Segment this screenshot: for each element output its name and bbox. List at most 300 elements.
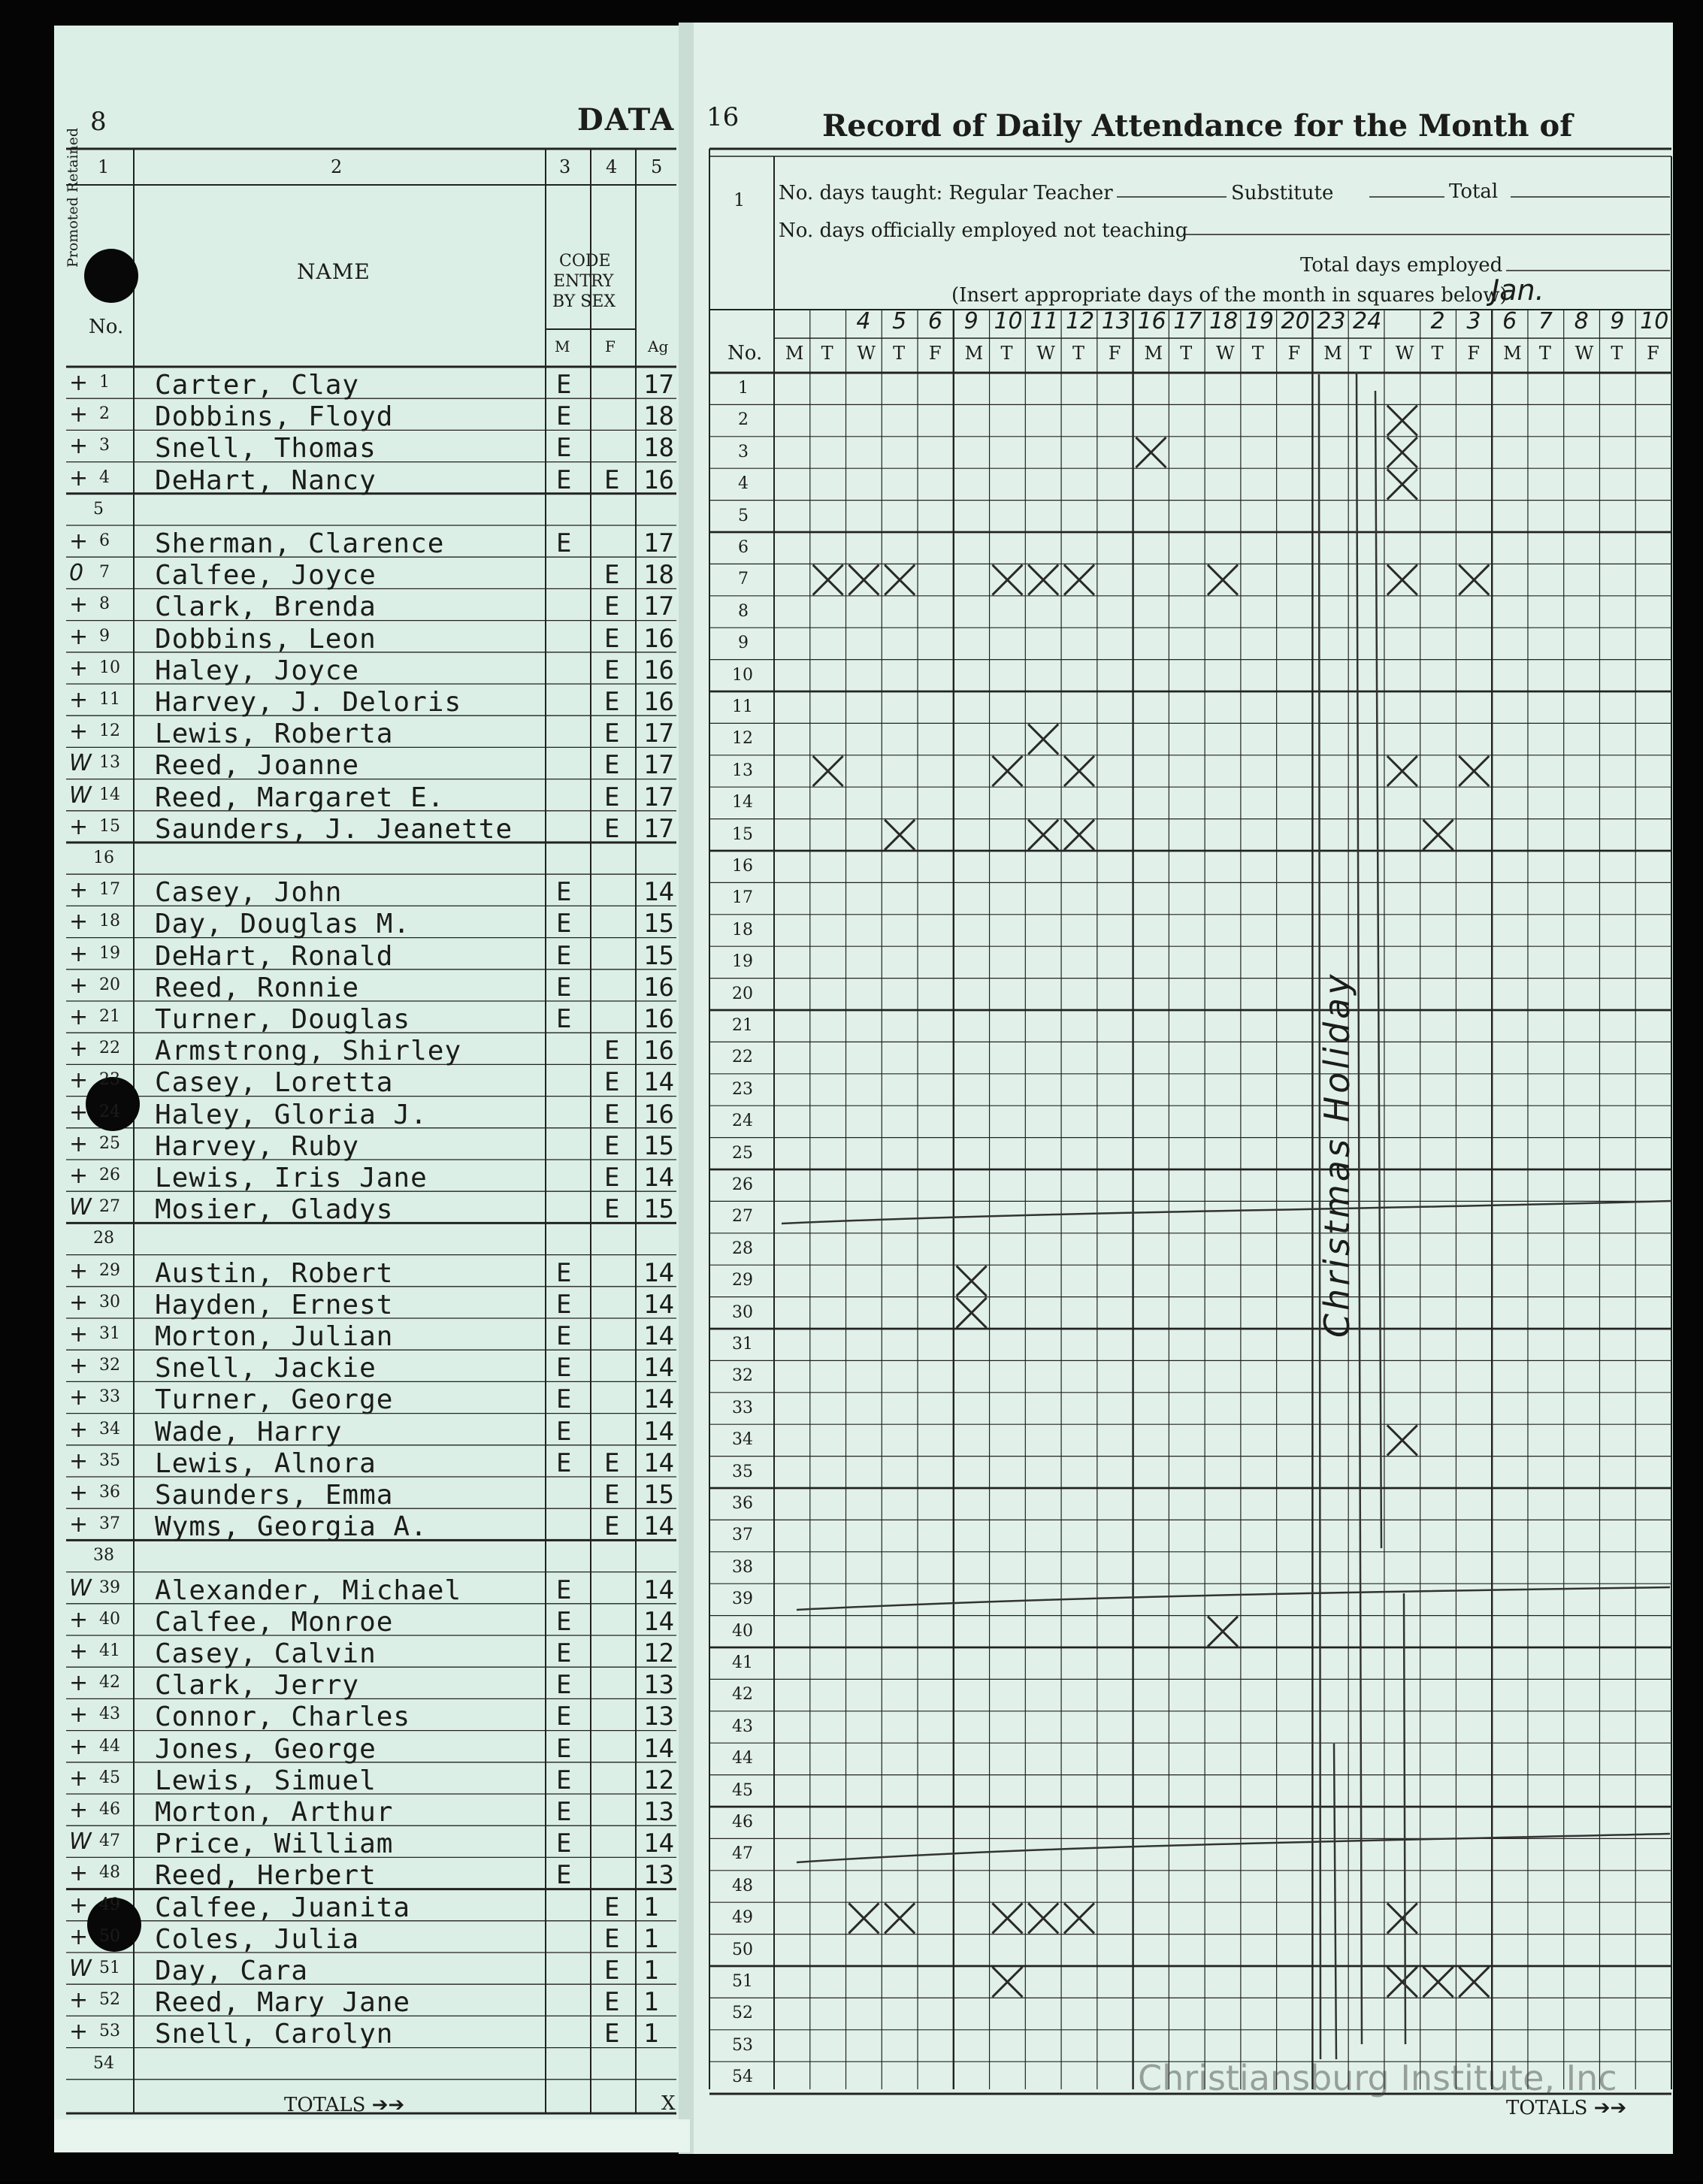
student-number: 13 [99,753,120,773]
student-name: Connor, Charles [155,1702,411,1733]
student-age: 1 [643,1892,659,1922]
student-name: Price, William [155,1829,394,1860]
student-status: + [69,1257,89,1284]
student-sex-male: E [556,1765,572,1795]
student-name: Austin, Robert [155,1257,394,1289]
student-status: + [69,1163,89,1189]
right-no-header: No. [727,342,763,365]
student-sex-female: E [604,1511,620,1542]
student-sex-male: E [556,528,572,558]
weekday-label: T [821,343,833,364]
weekday-label: W [1036,343,1055,364]
punch-hole [84,249,138,303]
date-label: 8 [1574,308,1589,334]
student-sex-male: E [556,1860,572,1891]
name-header: NAME [297,259,371,284]
row-number: 51 [732,1972,753,1991]
column-number: 5 [651,156,663,177]
student-age: 14 [643,1067,674,1098]
student-sex-male: E [556,1606,572,1637]
student-sex-female: E [604,1923,620,1954]
student-age: 1 [643,1923,659,1954]
female-header: F [605,337,616,355]
student-number: 41 [99,1641,120,1660]
row-number: 39 [732,1590,753,1609]
date-label: 5 [892,308,907,334]
student-number: 7 [99,563,110,582]
student-name: Haley, Joyce [155,655,360,686]
student-number: 25 [99,1133,120,1153]
row-number: 23 [732,1079,753,1099]
weekday-label: F [1108,343,1121,364]
student-status: + [69,972,89,999]
row-number: 31 [732,1335,753,1354]
student-name: Snell, Jackie [155,1353,377,1384]
student-status: + [69,2019,89,2046]
student-name: Turner, George [155,1384,394,1416]
student-age: 14 [643,1163,674,1193]
student-number: 31 [99,1324,120,1343]
student-age: 12 [643,1638,674,1668]
student-status: + [69,1606,89,1633]
student-age: 13 [643,1702,674,1732]
right-page-number: 16 [706,102,740,132]
student-number: 51 [99,1959,120,1977]
student-age: 14 [643,877,674,908]
student-age: 14 [643,1447,674,1478]
student-name: Jones, George [155,1733,377,1765]
left-totals-label: TOTALS ➔➔ [284,2094,405,2116]
student-number: 19 [99,943,120,963]
student-number: 6 [99,531,110,550]
student-status: + [69,687,89,713]
row-number: 13 [732,761,753,780]
student-sex-female: E [604,1892,620,1922]
student-status: W [69,1956,92,1982]
student-age: 16 [643,1004,674,1034]
student-name: Reed, Mary Jane [155,1987,411,2019]
student-name: Dobbins, Leon [155,623,377,655]
student-name: DeHart, Ronald [155,940,394,972]
student-age: 18 [643,401,674,432]
student-name: Saunders, Emma [155,1480,394,1511]
student-status: + [69,1670,89,1697]
student-number: 14 [99,785,120,804]
student-number: 33 [99,1387,120,1407]
student-age: 13 [643,1860,674,1891]
student-name: Dobbins, Floyd [155,401,394,433]
student-name: Harvey, J. Deloris [155,687,462,718]
student-status: + [69,1987,89,2014]
student-name: Mosier, Gladys [155,1194,394,1226]
student-status: + [69,1480,89,1506]
row-number: 2 [738,410,749,430]
student-status: W [69,782,92,809]
student-number: 42 [99,1673,120,1692]
student-number: 20 [99,975,120,994]
row-number: 1 [738,379,749,398]
student-number: 50 [99,1926,120,1946]
student-number: 16 [93,848,114,867]
student-number: 23 [99,1070,120,1090]
student-sex-male: E [556,972,572,1003]
code-entry-header-3: BY SEX [552,292,616,311]
student-name: Calfee, Juanita [155,1892,411,1923]
weekday-label: F [928,343,942,364]
date-label: 12 [1065,308,1095,334]
student-status: + [69,464,89,492]
student-status: + [69,1923,89,1950]
student-number: 30 [99,1292,120,1311]
student-number: 43 [99,1705,120,1724]
student-status: + [69,623,89,650]
row-number: 22 [732,1048,753,1067]
student-sex-male: E [556,1702,572,1732]
student-status: W [69,1829,92,1856]
row-number: 7 [738,570,749,589]
student-age: 15 [643,1194,674,1225]
row-number: 18 [732,920,753,939]
student-sex-male: E [556,1797,572,1827]
student-sex-male: E [556,1829,572,1859]
student-status: + [69,813,89,840]
student-age: 12 [643,1765,674,1795]
student-age: 14 [643,1574,674,1605]
student-status: + [69,718,89,746]
student-sex-female: E [604,591,620,622]
student-number: 2 [99,404,110,424]
student-status: + [69,591,89,619]
column-number: 1 [98,156,110,177]
row-number: 20 [732,984,753,1003]
student-name: Casey, John [155,877,343,909]
date-label: 4 [856,308,871,334]
student-sex-male: E [556,1416,572,1447]
student-status: + [69,1384,89,1411]
student-sex-female: E [604,718,620,749]
student-age: 15 [643,1480,674,1510]
column-number: 4 [606,156,618,177]
left-page-title: DATA [577,102,676,138]
weekday-label: T [1180,343,1193,364]
student-age: 14 [643,1606,674,1637]
student-status: + [69,1860,89,1887]
row-number: 53 [732,2035,753,2055]
student-sex-male: E [556,1353,572,1384]
weekday-label: T [1538,343,1551,364]
row-number: 37 [732,1526,753,1545]
student-age: 1 [643,2019,659,2049]
weekday-label: W [1216,343,1235,364]
row-number: 36 [732,1494,753,1513]
student-name: Day, Douglas M. [155,909,411,940]
row-number: 11 [732,697,753,716]
date-label: 3 [1466,308,1481,334]
row-number: 34 [732,1430,753,1450]
student-status: W [69,1194,92,1221]
row-number: 28 [732,1239,753,1258]
row-number: 50 [732,1940,753,1959]
code-entry-header-1: CODE [559,252,611,271]
student-sex-female: E [604,655,620,685]
student-number: 46 [99,1800,120,1819]
student-sex-female: E [604,560,620,591]
row-number: 33 [732,1398,753,1417]
date-label: 7 [1538,308,1553,334]
student-name: Reed, Margaret E. [155,782,445,813]
weekday-label: T [1000,343,1013,364]
student-name: Reed, Ronnie [155,972,360,1003]
student-age: 17 [643,370,674,400]
student-number: 34 [99,1419,120,1438]
student-status: + [69,1892,89,1919]
student-age: 15 [643,909,674,939]
student-name: Lewis, Iris Jane [155,1163,428,1193]
student-name: Calfee, Joyce [155,560,377,591]
student-age: 16 [643,623,674,654]
student-name: Snell, Thomas [155,433,377,464]
student-name: Day, Cara [155,1956,309,1986]
student-age: 14 [643,1829,674,1859]
student-status: + [69,877,89,904]
student-name: Saunders, J. Jeanette [155,813,513,845]
row-number: 32 [732,1366,753,1386]
student-age: 14 [643,1733,674,1764]
weekday-label: W [1574,343,1594,364]
student-number: 29 [99,1260,120,1280]
student-sex-female: E [604,1130,620,1161]
row-number: 40 [732,1621,753,1641]
student-age: 17 [643,528,674,558]
row-number: 54 [732,2068,753,2087]
student-age: 17 [643,591,674,622]
student-name: Calfee, Monroe [155,1606,394,1638]
student-name: Reed, Joanne [155,750,360,782]
student-status: + [69,1036,89,1063]
right-page-title: Record of Daily Attendance for the Month of [822,108,1573,144]
student-name: Turner, Douglas [155,1004,411,1035]
student-sex-male: E [556,1384,572,1415]
student-number: 36 [99,1483,120,1502]
student-name: Lewis, Alnora [155,1447,377,1479]
code-entry-header-2: ENTRY [553,272,614,291]
not-teaching-label: No. days officially employed not teaching [779,219,1188,242]
substitute-label: Substitute [1231,182,1334,204]
student-number: 35 [99,1450,120,1470]
weekday-label: M [1503,343,1522,364]
student-sex-female: E [604,1099,620,1130]
row-number: 10 [732,665,753,685]
student-name: Casey, Calvin [155,1638,377,1669]
student-sex-male: E [556,1447,572,1478]
date-label: 17 [1173,308,1202,334]
student-number: 54 [93,2053,114,2073]
student-status: + [69,1638,89,1665]
student-age: 14 [643,1289,674,1320]
student-sex-male: E [556,1638,572,1668]
student-number: 24 [99,1102,120,1121]
student-name: DeHart, Nancy [155,464,377,496]
date-label: 9 [963,308,979,334]
weekday-label: M [1323,343,1342,364]
row-number: 25 [732,1143,753,1163]
student-sex-female: E [604,1194,620,1225]
date-label: 24 [1353,308,1382,334]
student-sex-female: E [604,813,620,844]
student-name: Armstrong, Shirley [155,1036,462,1067]
student-age: 13 [643,1797,674,1827]
row-number: 5 [738,506,749,525]
student-number: 1 [99,373,110,392]
row-number: 52 [732,2004,753,2023]
row-number: 42 [732,1685,753,1705]
weekday-label: T [1072,343,1084,364]
weekday-label: M [1144,343,1163,364]
student-name: Reed, Herbert [155,1860,377,1892]
student-name: Carter, Clay [155,370,360,401]
student-sex-male: E [556,1670,572,1701]
student-name: Lewis, Roberta [155,718,394,750]
student-age: 16 [643,1036,674,1066]
student-sex-male: E [556,877,572,908]
student-age: 15 [643,940,674,971]
row-number: 45 [732,1780,753,1800]
student-number: 15 [99,816,120,836]
promoted-retained-header: Promoted Retained [65,127,81,268]
days-taught-label: No. days taught: Regular Teacher [779,182,1113,204]
student-name: Harvey, Ruby [155,1130,360,1162]
date-label: 6 [1502,308,1517,334]
row-number: 38 [732,1557,753,1577]
date-label: 13 [1101,308,1130,334]
age-header: Ag [648,337,669,355]
weekday-label: F [1467,343,1480,364]
weekday-label: W [1395,343,1414,364]
student-status: + [69,655,89,682]
student-number: 22 [99,1039,120,1058]
student-sex-female: E [604,2019,620,2049]
row-number: 48 [732,1876,753,1895]
student-status: + [69,1765,89,1792]
weekday-label: T [1360,343,1372,364]
row-number: 44 [732,1749,753,1768]
student-number: 32 [99,1356,120,1375]
student-status: + [69,528,89,555]
student-age: 16 [643,687,674,717]
student-status: + [69,1353,89,1380]
row-number: 30 [732,1302,753,1322]
row-number: 29 [732,1271,753,1290]
student-sex-male: E [556,1257,572,1288]
student-age: 14 [643,1511,674,1542]
row-number: 15 [732,824,753,844]
student-number: 47 [99,1832,120,1851]
student-name: Coles, Julia [155,1923,360,1955]
student-status: + [69,1067,89,1094]
student-name: Clark, Jerry [155,1670,360,1702]
row-number: 21 [732,1016,753,1035]
weekday-label: M [964,343,984,364]
student-name: Wade, Harry [155,1416,343,1447]
student-status: + [69,1797,89,1823]
student-age: 18 [643,560,674,591]
student-number: 27 [99,1197,120,1217]
student-number: 45 [99,1768,120,1787]
student-status: 0 [69,560,84,587]
student-age: 14 [643,1321,674,1351]
student-number: 3 [99,436,110,455]
student-age: 18 [643,433,674,464]
row-number: 12 [732,729,753,749]
student-number: 11 [99,690,120,709]
student-number: 21 [99,1007,120,1026]
date-label: 16 [1137,308,1166,334]
student-status: + [69,1511,89,1538]
student-name: Wyms, Georgia A. [155,1511,428,1543]
student-number: 12 [99,721,120,741]
student-sex-male: E [556,370,572,400]
weekday-label: M [785,343,804,364]
student-number: 9 [99,626,110,646]
student-status: + [69,1289,89,1316]
insert-note: (Insert appropriate days of the month in squares below) [951,284,1508,307]
student-sex-female: E [604,750,620,781]
student-number: 26 [99,1166,120,1184]
student-number: 38 [93,1546,114,1565]
student-age: 1 [643,1987,659,2018]
male-header: M [555,337,570,355]
weekday-label: F [1647,343,1659,364]
student-number: 37 [99,1514,120,1534]
student-sex-male: E [556,1574,572,1605]
row-number: 8 [738,601,749,621]
student-name: Clark, Brenda [155,591,377,623]
student-status: + [69,1416,89,1443]
student-status: + [69,1004,89,1030]
student-sex-male: E [556,1733,572,1764]
left-totals-mark: X [661,2092,676,2115]
student-name: Morton, Julian [155,1321,394,1352]
student-name: Alexander, Michael [155,1574,462,1606]
student-sex-female: E [604,464,620,495]
no-header: No. [89,316,124,338]
column-number: 3 [559,156,571,177]
student-status: + [69,940,89,967]
weekday-label: T [1431,343,1444,364]
date-label: 10 [1640,308,1669,334]
student-status: + [69,401,89,428]
student-sex-male: E [556,1004,572,1034]
date-label: 20 [1281,308,1310,334]
holiday-label: Christmas Holiday [1317,971,1357,1338]
student-number: 44 [99,1736,120,1756]
student-age: 16 [643,655,674,685]
date-label: 18 [1209,308,1239,334]
row-number: 17 [732,888,753,908]
student-number: 4 [99,467,110,487]
date-label: 23 [1317,308,1346,334]
student-name: Haley, Gloria J. [155,1099,428,1130]
student-sex-female: E [604,623,620,654]
weekday-label: T [1251,343,1264,364]
column-number: 2 [331,156,343,177]
student-sex-female: E [604,782,620,812]
student-sex-female: E [604,1987,620,2018]
student-status: + [69,1099,89,1126]
date-label: 2 [1430,308,1445,334]
total-employed-label: Total days employed [1300,254,1503,277]
student-number: 18 [99,912,120,931]
